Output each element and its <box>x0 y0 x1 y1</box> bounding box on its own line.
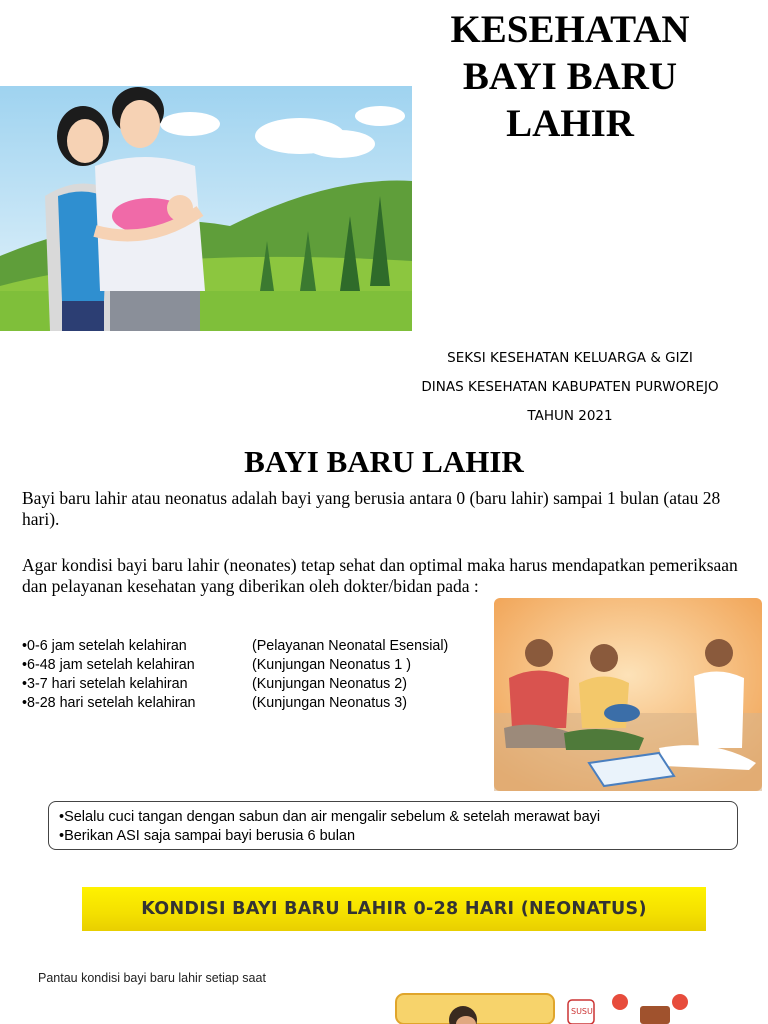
org-line: TAHUN 2021 <box>527 408 613 424</box>
schedule-time: •0-6 jam setelah kelahiran <box>22 638 187 654</box>
schedule-service: (Kunjungan Neonatus 3) <box>252 695 407 711</box>
checkup-illustration <box>494 598 762 791</box>
schedule-service: (Kunjungan Neonatus 1 ) <box>252 657 411 673</box>
tips-box <box>48 801 738 850</box>
schedule-service: (Kunjungan Neonatus 2) <box>252 676 407 692</box>
cover-title <box>420 6 720 147</box>
neonatus-banner: KONDISI BAYI BARU LAHIR 0-28 HARI (NEONATUS) <box>82 887 706 931</box>
schedule-item <box>22 637 502 656</box>
schedule-time: •6-48 jam setelah kelahiran <box>22 657 195 673</box>
checkup-paragraph: Agar kondisi bayi baru lahir (neonates) tetap sehat dan optimal maka harus mendapatkan pemeriksaan dan pelayanan kesehatan yang diberikan oleh dokter/bidan pada : <box>22 555 738 596</box>
cover-title-line: KESEHATAN <box>450 8 690 51</box>
bottom-illustration <box>368 992 700 1024</box>
slide-title: BAYI BARU LAHIR <box>244 444 524 479</box>
cover-title-line: BAYI BARU <box>462 55 678 98</box>
cover-title-line: LAHIR <box>506 102 634 145</box>
monitor-caption: Pantau kondisi bayi baru lahir setiap saat <box>38 971 266 985</box>
schedule-item <box>22 675 502 694</box>
family-illustration <box>0 86 412 331</box>
org-line: DINAS KESEHATAN KABUPATEN PURWOREJO <box>421 379 719 395</box>
tip-item: •Selalu cuci tangan dengan sabun dan air mengalir sebelum & setelah merawat bayi <box>59 809 601 825</box>
schedule-time: •8-28 hari setelah kelahiran <box>22 695 196 711</box>
definition-paragraph: Bayi baru lahir atau neonatus adalah bayi yang berusia antara 0 (baru lahir) sampai 1 bulan (atau 28 hari). <box>22 488 721 529</box>
org-line: SEKSI KESEHATAN KELUARGA & GIZI <box>447 350 693 366</box>
schedule-item <box>22 656 502 675</box>
cover-organization <box>380 344 760 431</box>
tip-item: •Berikan ASI saja sampai bayi berusia 6 bulan <box>59 828 356 844</box>
schedule-time: •3-7 hari setelah kelahiran <box>22 676 188 692</box>
visit-schedule-list <box>22 637 502 713</box>
schedule-service: (Pelayanan Neonatal Esensial) <box>252 638 449 654</box>
milk-label: SUSU <box>571 1007 593 1016</box>
schedule-item <box>22 694 502 713</box>
